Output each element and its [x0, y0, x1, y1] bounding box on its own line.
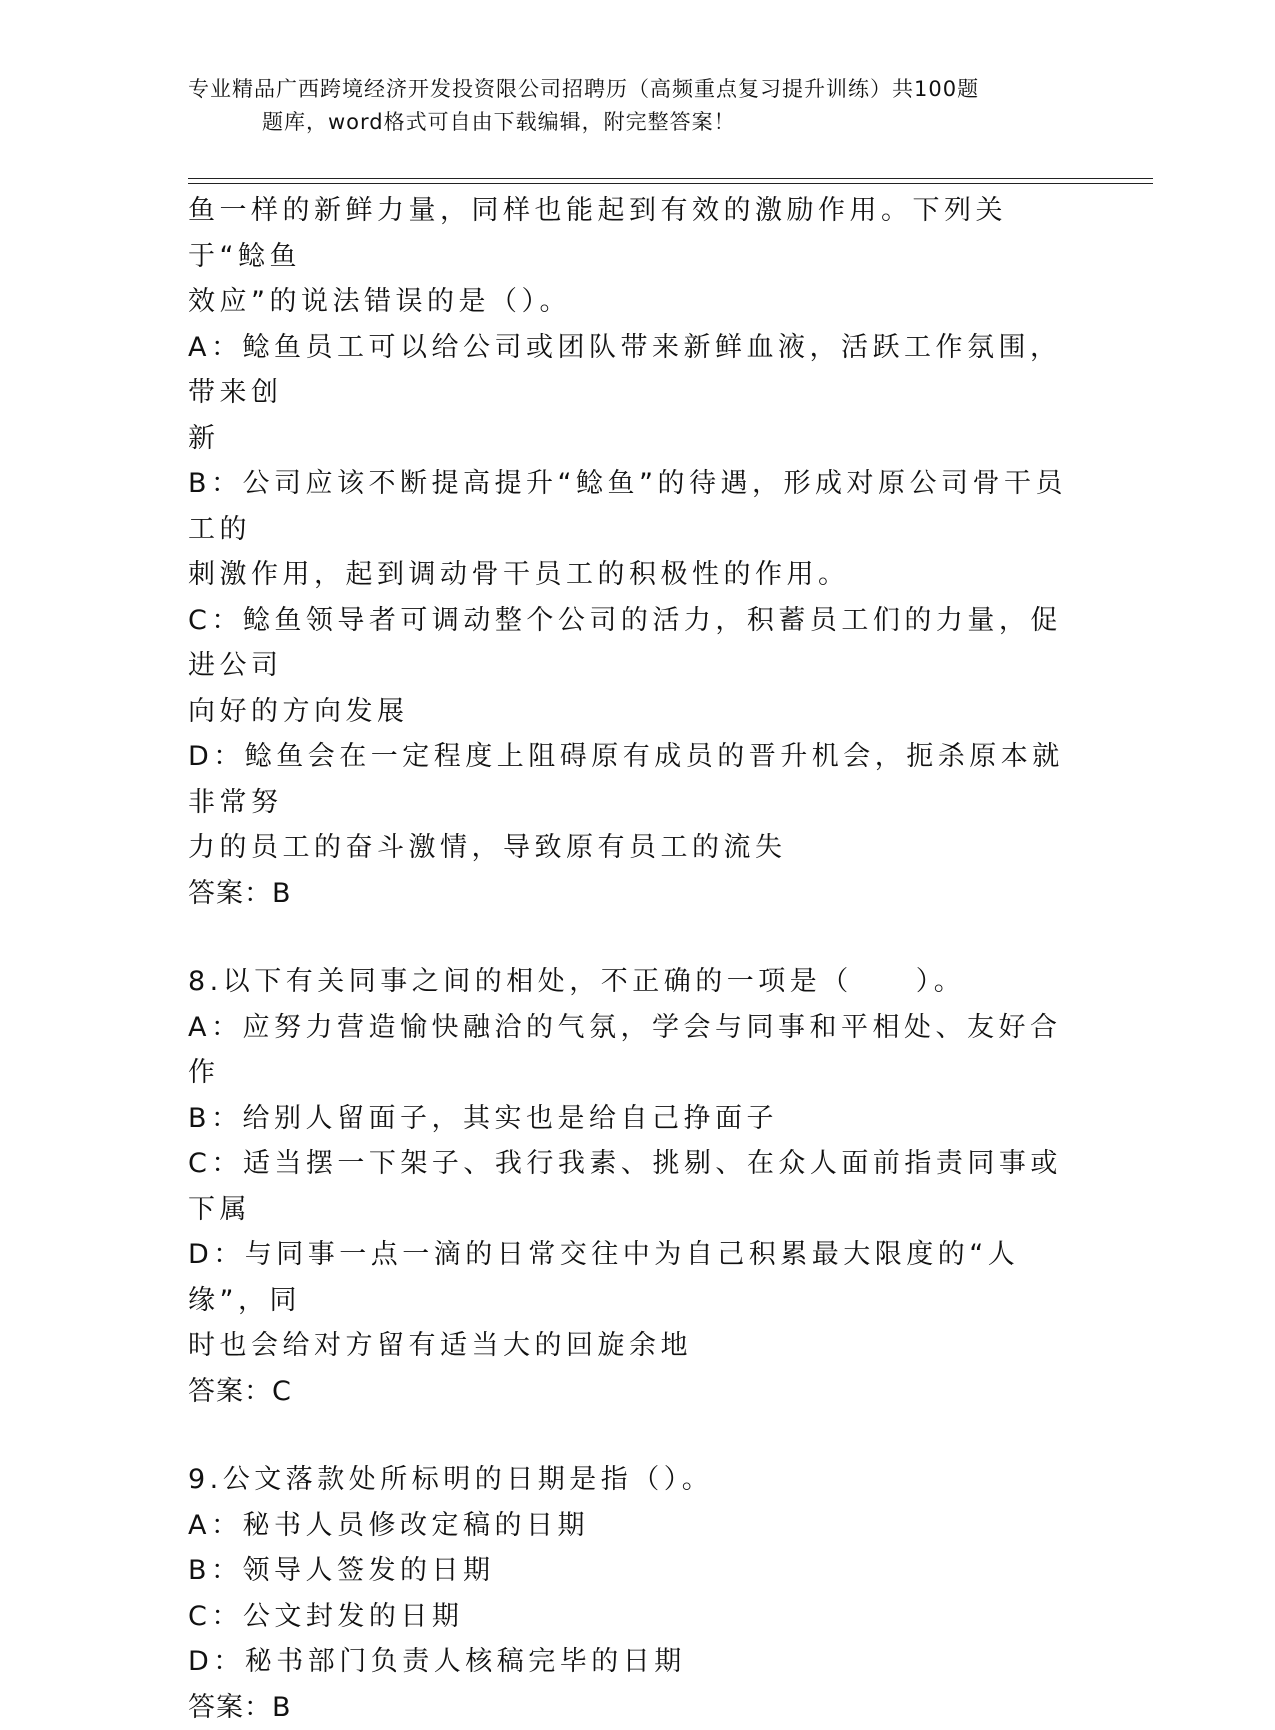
option-a: A：应努力营造愉快融洽的气氛，学会与同事和平相处、友好合作 — [188, 1005, 1088, 1096]
option-d: D：秘书部门负责人核稿完毕的日期 — [188, 1639, 1088, 1685]
header-rule-top — [188, 178, 1153, 179]
header-title-line-1: 专业精品广西跨境经济开发投资限公司招聘历（高频重点复习提升训练）共100题 — [0, 73, 1275, 106]
answer-line: 答案：C — [188, 1369, 1088, 1415]
option-d: D：鲶鱼会在一定程度上阻碍原有成员的晋升机会，扼杀原本就非常努 — [188, 734, 1088, 825]
header-title-line-2: 题库，word格式可自由下载编辑，附完整答案！ — [0, 106, 1275, 139]
question-stem: 9.公文落款处所标明的日期是指（）。 — [188, 1457, 1088, 1503]
option-b: B：公司应该不断提高提升“鲶鱼”的待遇，形成对原公司骨干员工的 — [188, 461, 1088, 552]
option-d-continued: 时也会给对方留有适当大的回旋余地 — [188, 1323, 1088, 1369]
option-c-continued: 向好的方向发展 — [188, 689, 1088, 735]
option-c: C：适当摆一下架子、我行我素、挑剔、在众人面前指责同事或下属 — [188, 1141, 1088, 1232]
question-stem: 8.以下有关同事之间的相处，不正确的一项是（ ）。 — [188, 959, 1088, 1005]
question-8 — [188, 959, 1088, 1414]
question-9 — [188, 1457, 1088, 1730]
page-header — [0, 73, 1275, 139]
document-body — [188, 188, 1088, 1730]
question-stem-continued: 鱼一样的新鲜力量，同样也能起到有效的激励作用。下列关于“鲶鱼 — [188, 188, 1088, 279]
option-a-continued: 新 — [188, 416, 1088, 462]
option-b: B：给别人留面子，其实也是给自己挣面子 — [188, 1096, 1088, 1142]
option-b-continued: 刺激作用，起到调动骨干员工的积极性的作用。 — [188, 552, 1088, 598]
option-b: B：领导人签发的日期 — [188, 1548, 1088, 1594]
option-c: C：公文封发的日期 — [188, 1594, 1088, 1640]
answer-line: 答案：B — [188, 871, 1088, 917]
option-a: A：鲶鱼员工可以给公司或团队带来新鲜血液，活跃工作氛围，带来创 — [188, 325, 1088, 416]
option-a: A：秘书人员修改定稿的日期 — [188, 1503, 1088, 1549]
header-rule-bottom — [188, 183, 1153, 184]
option-c: C：鲶鱼领导者可调动整个公司的活力，积蓄员工们的力量，促进公司 — [188, 598, 1088, 689]
answer-line: 答案：B — [188, 1685, 1088, 1730]
option-d-continued: 力的员工的奋斗激情，导致原有员工的流失 — [188, 825, 1088, 871]
question-7 — [188, 188, 1088, 916]
question-stem-continued: 效应”的说法错误的是（）。 — [188, 279, 1088, 325]
option-d: D：与同事一点一滴的日常交往中为自己积累最大限度的“人缘”，同 — [188, 1232, 1088, 1323]
